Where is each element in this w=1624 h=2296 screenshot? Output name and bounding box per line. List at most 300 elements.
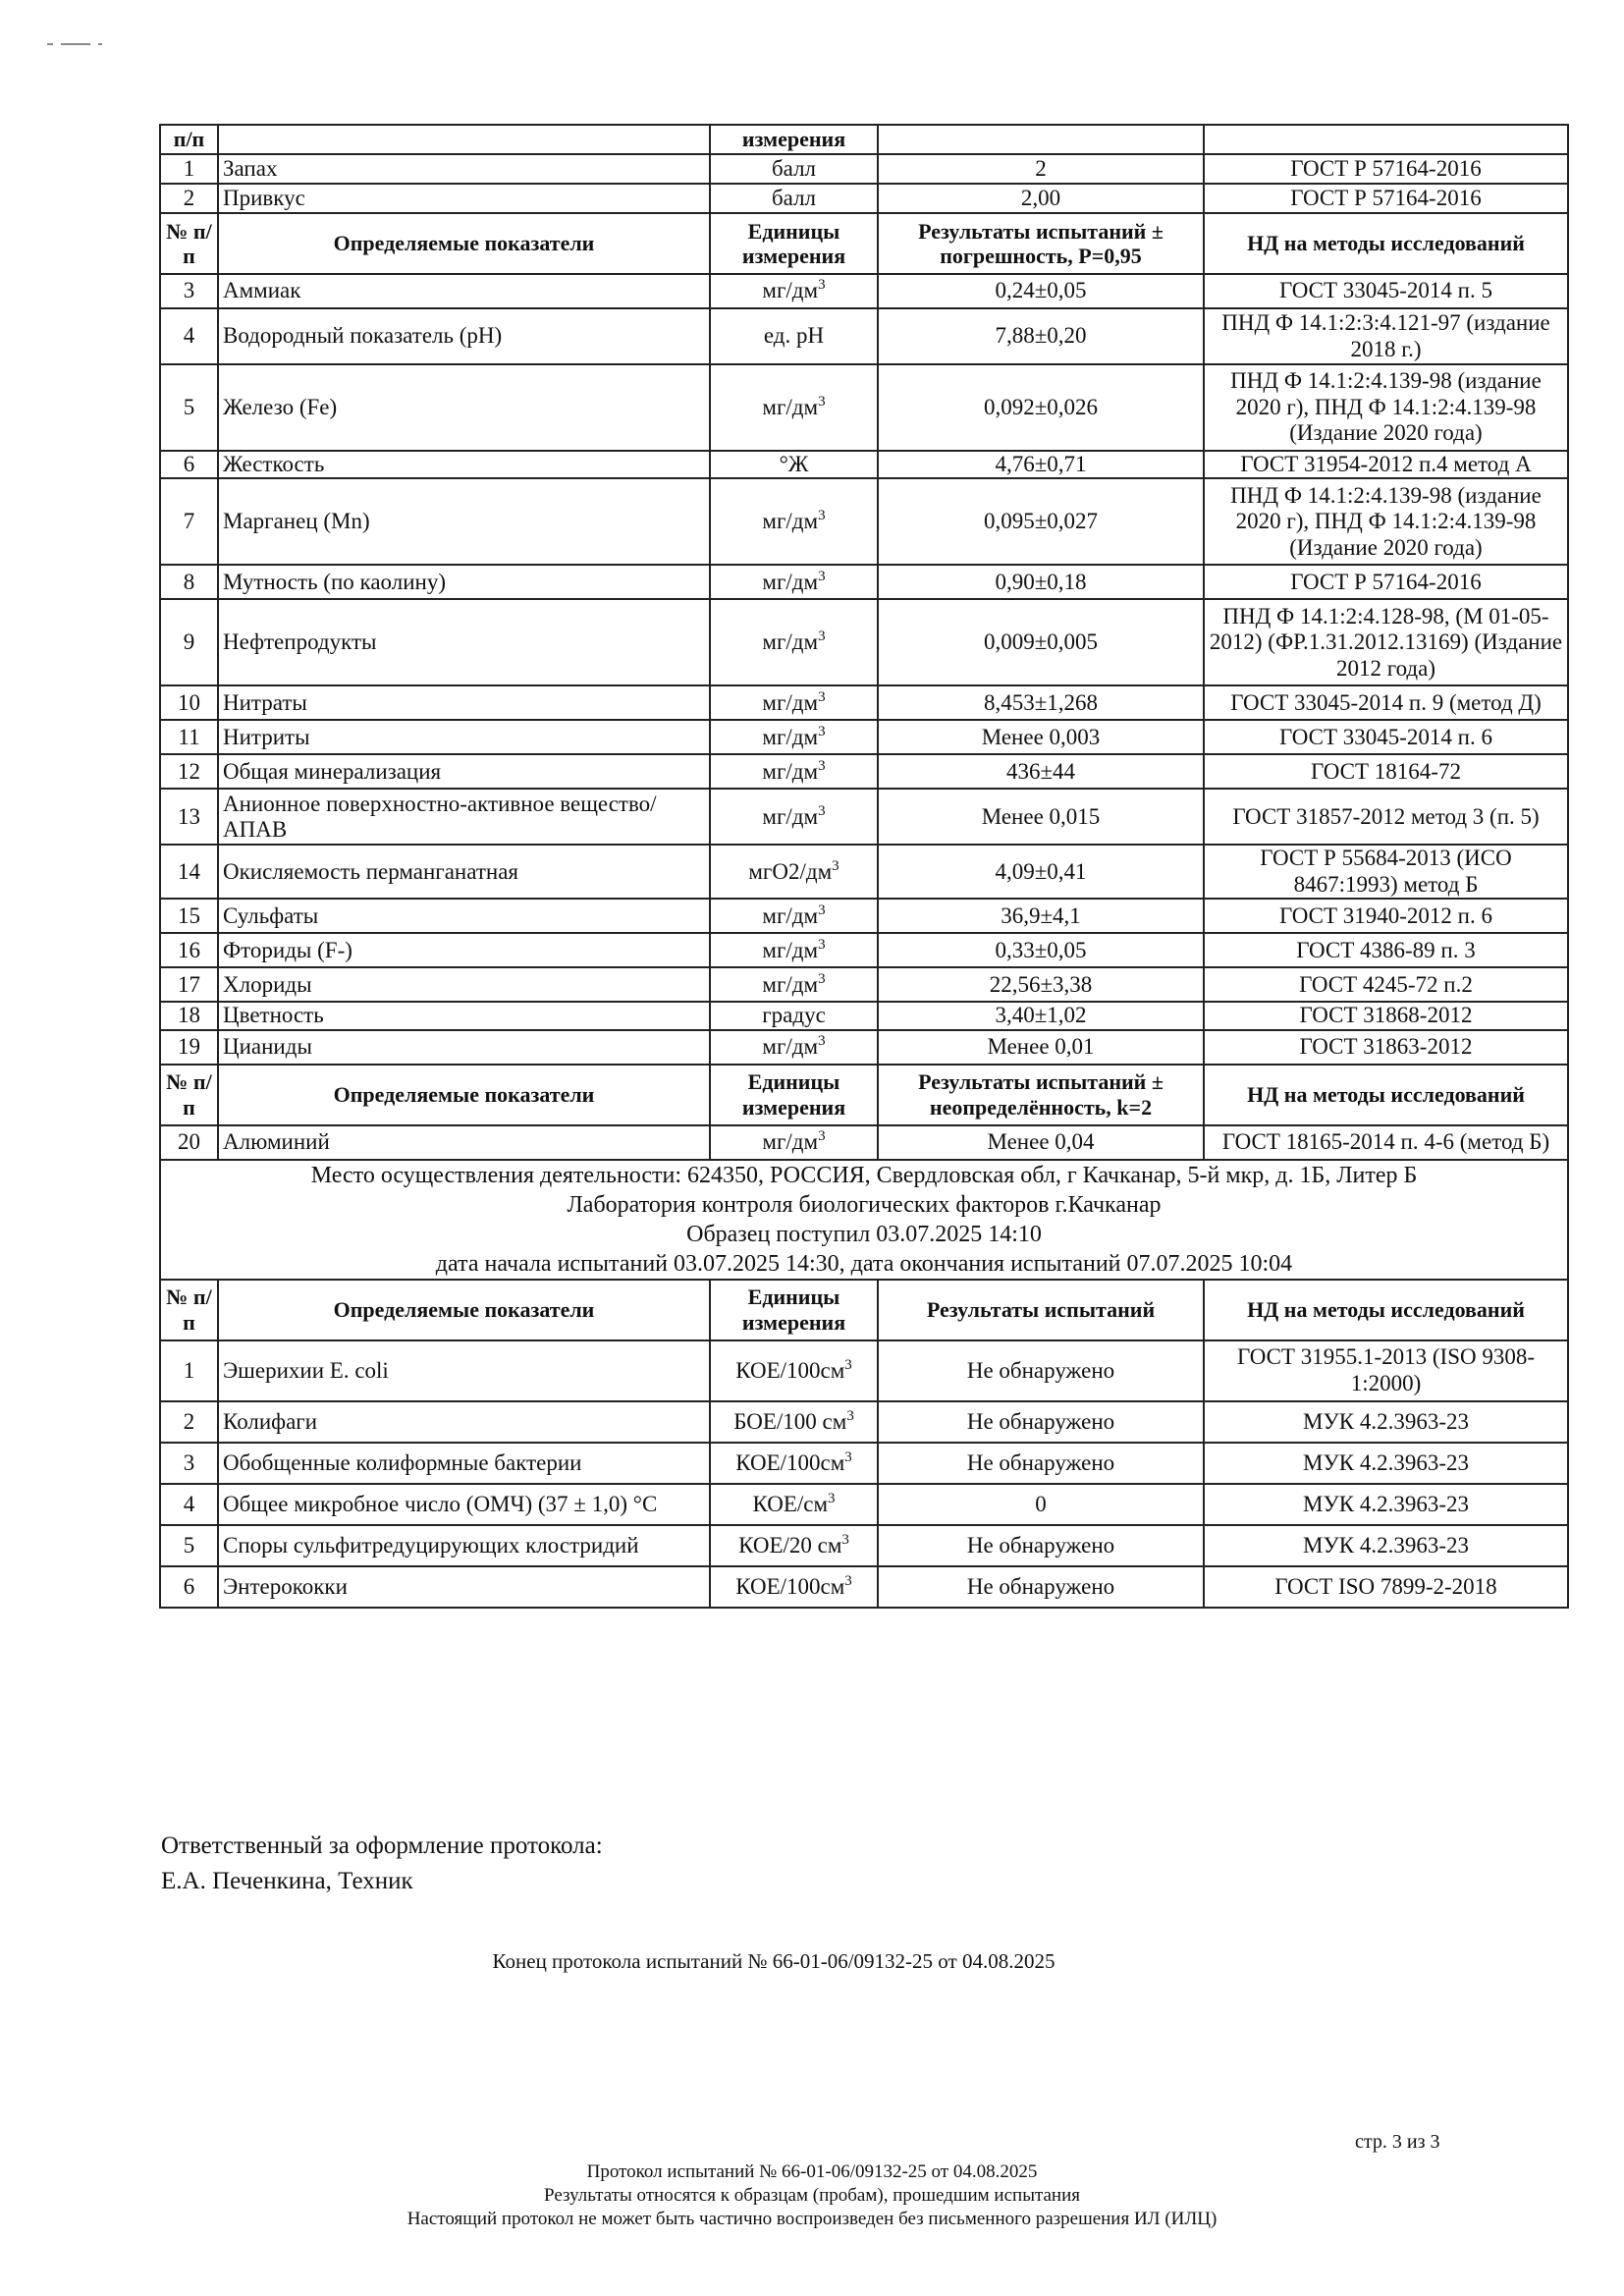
table-row [160,364,1568,451]
table-header-row [160,1280,1568,1340]
method [1204,599,1568,685]
method [1204,720,1568,754]
unit [710,1002,878,1029]
lab-info-line1: Место осуществления деятельности: 624350, РОССИЯ, Свердловская обл, г Качканар, 5-й мкр, д. 1Б, Литер Б [310,1162,1418,1188]
method [1204,1030,1568,1065]
header-method [1204,213,1568,274]
method [1204,1401,1568,1443]
header-name [218,213,710,274]
lab-info-line2: Лаборатория контроля биологических факторов г.Качканар [567,1191,1162,1218]
method [1204,1002,1568,1029]
method [1204,845,1568,899]
indicator-name [218,1401,710,1443]
unit [710,720,878,754]
table-row [160,1340,1568,1401]
row-number-text: 2 [183,1408,195,1434]
indicator-name [218,274,710,308]
method [1204,754,1568,789]
indicator-name-text: Сульфаты [223,902,319,928]
result-text: 0,24±0,05 [995,278,1087,303]
indicator-name [218,899,710,933]
row-number-text: 12 [178,758,200,784]
indicator-name [218,1566,710,1608]
unit-text: КОЕ/20 см [738,1532,842,1558]
header-unit [710,1280,878,1340]
unit-superscript: 3 [818,508,826,524]
table-row [160,1401,1568,1443]
indicator-name-text: Окисляемость перманганатная [223,858,518,884]
table-row [160,1125,1568,1160]
result-text: 0 [1035,1491,1047,1516]
result [878,899,1204,933]
indicator-name-text: Эшерихии E. coli [223,1357,389,1383]
footer [0,2160,1624,2231]
unit-superscript: 3 [818,936,826,953]
header-result [878,1065,1204,1125]
table-continuation-header [160,125,1568,154]
row-number-text: 3 [183,1449,195,1475]
method [1204,274,1568,308]
row-number-text: 1 [183,155,195,181]
result [878,845,1204,899]
result [878,685,1204,720]
row-number [160,1030,218,1065]
unit-text: КОЕ/100см [735,1449,845,1475]
result-text: 0,009±0,005 [983,629,1099,655]
indicator-name [218,565,710,599]
row-number [160,1443,218,1484]
method-text: ГОСТ 31868-2012 [1299,1003,1473,1028]
unit [710,899,878,933]
unit-text: мг/дм [762,278,819,303]
indicator-name [218,364,710,451]
unit-text: мг/дм [762,1129,819,1155]
method [1204,1443,1568,1484]
row-number-text: 3 [183,278,195,303]
result [878,1566,1204,1608]
header-result [878,213,1204,274]
lab-info [160,1160,1568,1280]
row-number [160,478,218,565]
result-text: 0,90±0,18 [995,569,1087,594]
row-number [160,1002,218,1029]
result [878,308,1204,364]
table-row [160,478,1568,565]
header-unit-text: Единицы измерения [741,1069,846,1120]
result [878,274,1204,308]
lab-info-line3: Образец поступил 03.07.2025 14:10 [686,1221,1042,1247]
table-row [160,274,1568,308]
indicator-name [218,789,710,845]
table-row [160,899,1568,933]
unit-text: мг/дм [762,937,819,962]
indicator-name [218,308,710,364]
method [1204,451,1568,478]
method-text: ПНД Ф 14.1:2:4.139-98 (издание 2020 г), ПНД Ф 14.1:2:4.139-98 (Издание 2020 года) [1230,482,1542,560]
result-text: 2 [1035,155,1047,181]
row-number-text: 6 [183,1573,195,1599]
header-num: п/п [160,125,218,154]
indicator-name-text: Фториды (F-) [223,937,352,962]
result [878,1484,1204,1525]
row-number [160,364,218,451]
method [1204,364,1568,451]
table-header-row [160,1065,1568,1125]
method-text: ГОСТ 4386-89 п. 3 [1296,937,1476,962]
indicator-name-text: Запах [223,155,278,181]
method-text: МУК 4.2.3963-23 [1303,1449,1469,1475]
result [878,967,1204,1002]
header-method [1204,1065,1568,1125]
method-text: ГОСТ Р 57164-2016 [1290,569,1482,594]
result [878,1030,1204,1065]
lab-info-line4: дата начала испытаний 03.07.2025 14:30, дата окончания испытаний 07.07.2025 10:04 [435,1250,1293,1277]
indicator-name [218,599,710,685]
footer-line-2: Результаты относятся к образцам (пробам), прошедшим испытания [544,2185,1080,2206]
indicator-name [218,1443,710,1484]
indicator-name [218,967,710,1002]
table-row [160,1484,1568,1525]
unit [710,1125,878,1160]
unit-text: КОЕ/см [752,1491,829,1516]
result-text: 36,9±4,1 [1001,902,1081,928]
indicator-name-text: Анионное поверхностно-активное вещество/ АПАВ [223,791,657,842]
header-result-text: Результаты испытаний [926,1297,1156,1323]
result-text: Не обнаружено [966,1357,1115,1383]
row-number-text: 1 [183,1357,195,1383]
indicator-name-text: Хлориды [223,971,312,997]
method-text: МУК 4.2.3963-23 [1303,1408,1469,1434]
row-number [160,899,218,933]
row-number [160,154,218,184]
unit [710,1525,878,1566]
result [878,720,1204,754]
unit-superscript: 3 [818,723,826,739]
indicator-name-text: Жесткость [223,452,325,476]
table-row [160,754,1568,789]
result [878,754,1204,789]
indicator-name-text: Марганец (Mn) [223,509,370,534]
unit [710,754,878,789]
table-row [160,967,1568,1002]
header-method [1204,1280,1568,1340]
indicator-name-text: Обобщенные колиформные бактерии [223,1449,582,1475]
header-result-text: Результаты испытаний ± неопределённость, k=2 [918,1069,1164,1120]
unit-superscript: 3 [818,688,826,705]
unit-text: мг/дм [762,569,819,594]
indicator-name-text: Привкус [223,185,305,210]
method-text: ГОСТ 33045-2014 п. 5 [1279,278,1492,303]
unit-text: мг/дм [762,1034,819,1060]
method-text: ГОСТ 31863-2012 [1299,1034,1473,1060]
unit-superscript: 3 [818,970,826,987]
indicator-name [218,933,710,967]
row-number [160,1125,218,1160]
indicator-name [218,478,710,565]
unit-text: мг/дм [762,689,819,715]
unit-text: КОЕ/100см [735,1573,845,1599]
row-number-text: 4 [183,1491,195,1516]
responsible-person: Е.А. Печенкина, Техник [161,1868,413,1894]
row-number-text: 6 [183,452,195,476]
result [878,451,1204,478]
unit-text: градус [762,1003,826,1028]
unit-text: КОЕ/100см [735,1357,845,1383]
table-row [160,308,1568,364]
row-number [160,845,218,899]
header-method-text: НД на методы исследований [1247,231,1525,256]
unit-superscript: 3 [844,1356,852,1373]
row-number [160,451,218,478]
result [878,1401,1204,1443]
row-number-text: 11 [178,724,200,749]
method-text: ГОСТ 33045-2014 п. 6 [1279,724,1492,749]
unit-text: ед. pH [763,323,825,349]
unit [710,967,878,1002]
result [878,1525,1204,1566]
row-number-text: 14 [178,858,200,884]
row-number [160,599,218,685]
method-text: ГОСТ 31857-2012 метод 3 (п. 5) [1232,803,1540,829]
header-unit [710,1065,878,1125]
result [878,478,1204,565]
table-row [160,720,1568,754]
row-number [160,1525,218,1566]
result-text: 436±44 [1005,758,1076,784]
footer-line-3: Настоящий протокол не может быть частично воспроизведен без письменного разрешения ИЛ (ИЛЦ) [406,2209,1218,2229]
result [878,599,1204,685]
row-number-text: 10 [178,689,200,715]
method [1204,967,1568,1002]
header-num [160,1280,218,1340]
method-text: ПНД Ф 14.1:2:4.139-98 (издание 2020 г), ПНД Ф 14.1:2:4.139-98 (Издание 2020 года) [1230,368,1542,446]
scan-artifact [47,39,155,49]
table-row [160,154,1568,184]
unit [710,845,878,899]
result [878,154,1204,184]
indicator-name-text: Цветность [223,1003,324,1028]
indicator-name-text: Колифаги [223,1408,318,1434]
row-number [160,1340,218,1401]
method-text: МУК 4.2.3963-23 [1303,1491,1469,1516]
footer-line-1: Протокол испытаний № 66-01-06/09132-25 от 04.08.2025 [586,2161,1038,2182]
unit-text: мг/дм [762,629,819,655]
unit-text: мг/дм [762,971,819,997]
page-number: стр. 3 из 3 [1355,2131,1440,2153]
result [878,1443,1204,1484]
table-row [160,789,1568,845]
row-number-text: 19 [178,1034,200,1060]
result-text: Не обнаружено [966,1449,1115,1475]
indicator-name-text: Железо (Fe) [223,394,338,419]
header-name-text: Определяемые показатели [333,1082,595,1108]
header-name [218,1280,710,1340]
row-number-text: 7 [183,509,195,534]
result-text: Не обнаружено [966,1573,1115,1599]
indicator-name [218,184,710,213]
row-number [160,967,218,1002]
unit-text: мг/дм [762,394,819,419]
method-text: ГОСТ 31955.1-2013 (ISO 9308-1:2000) [1236,1344,1536,1395]
unit-text: балл [771,155,817,181]
result-text: 4,76±0,71 [995,452,1087,476]
table-row [160,451,1568,478]
table-row [160,1443,1568,1484]
result-text: 22,56±3,38 [989,971,1093,997]
result-text: Менее 0,003 [981,724,1101,749]
result-text: 2,00 [1020,185,1061,210]
header-unit [710,213,878,274]
header-num [160,1065,218,1125]
header-name-text: Определяемые показатели [333,231,595,256]
method [1204,184,1568,213]
method [1204,1484,1568,1525]
unit [710,364,878,451]
method-text: ГОСТ Р 57164-2016 [1290,155,1482,181]
result-text: 0,095±0,027 [983,509,1099,534]
header-num-text: № п/п [166,218,212,268]
method [1204,1125,1568,1160]
unit [710,184,878,213]
unit-superscript: 3 [818,277,826,294]
unit [710,1030,878,1065]
method-text: ГОСТ 31954-2012 п.4 метод А [1240,452,1532,476]
result [878,933,1204,967]
table-row [160,845,1568,899]
indicator-name [218,720,710,754]
result-text: 0,33±0,05 [995,937,1087,962]
result-text: 7,88±0,20 [995,323,1087,349]
result-text: Менее 0,04 [987,1129,1095,1155]
indicator-name-text: Общая минерализация [223,758,442,784]
row-number [160,308,218,364]
row-number [160,1566,218,1608]
unit-text: °Ж [779,452,809,476]
unit-superscript: 3 [818,902,826,918]
indicator-name-text: Цианиды [223,1034,312,1060]
unit [710,1340,878,1401]
table-header-row [160,213,1568,274]
header-method-text: НД на методы исследований [1247,1082,1525,1108]
indicator-name-text: Нефтепродукты [223,629,377,655]
row-number [160,685,218,720]
unit [710,451,878,478]
method [1204,1525,1568,1566]
table-row [160,1002,1568,1029]
method-text: ГОСТ ISO 7899-2-2018 [1274,1573,1497,1599]
row-number [160,789,218,845]
unit-superscript: 3 [818,629,826,645]
indicator-name [218,754,710,789]
unit [710,789,878,845]
header-name [218,1065,710,1125]
method [1204,308,1568,364]
indicator-name [218,1340,710,1401]
unit [710,1401,878,1443]
row-number-text: 8 [183,569,195,594]
row-number [160,933,218,967]
method-text: ГОСТ 4245-72 п.2 [1299,971,1473,997]
results-table [159,124,1569,1609]
result [878,1002,1204,1029]
unit [710,933,878,967]
header-num [160,213,218,274]
method [1204,565,1568,599]
responsible-block [161,1829,603,1899]
row-number [160,720,218,754]
result [878,1125,1204,1160]
row-number-text: 18 [178,1003,200,1028]
table-row [160,1525,1568,1566]
indicator-name-text: Аммиак [223,278,301,303]
header-unit-text: Единицы измерения [741,1285,846,1335]
method-text: МУК 4.2.3963-23 [1303,1532,1469,1558]
unit [710,565,878,599]
unit-text: мг/дм [762,902,819,928]
header-num-text: № п/п [166,1069,212,1120]
method [1204,1566,1568,1608]
header-method-text: НД на методы исследований [1247,1297,1525,1323]
indicator-name-text: Нитриты [223,724,310,749]
header-result-text: Результаты испытаний ± погрешность, Р=0,95 [918,218,1164,268]
method-text: ГОСТ 33045-2014 п. 9 (метод Д) [1230,689,1542,715]
row-number-text: 15 [178,902,200,928]
header-name-text: Определяемые показатели [333,1297,595,1323]
indicator-name-text: Общее микробное число (ОМЧ) (37 ± 1,0) °С [223,1491,658,1516]
method-text: ГОСТ 18164-72 [1311,758,1461,784]
header-result [878,1280,1204,1340]
indicator-name [218,451,710,478]
unit-superscript: 3 [818,568,826,584]
table-row [160,184,1568,213]
unit-superscript: 3 [818,757,826,774]
unit [710,1566,878,1608]
row-number-text: 13 [178,803,200,829]
responsible-label: Ответственный за оформление протокола: [161,1832,603,1859]
end-of-protocol [0,1949,1624,1974]
indicator-name-text: Мутность (по каолину) [223,569,447,594]
header-unit-text: Единицы измерения [741,218,846,268]
result [878,789,1204,845]
method-text: ПНД Ф 14.1:2:4.128-98, (М 01-05-2012) (ФР.1.31.2012.13169) (Издание 2012 года) [1209,603,1563,681]
indicator-name-text: Споры сульфитредуцирующих клостридий [223,1532,639,1558]
unit-text: БОЕ/100 см [733,1408,847,1434]
row-number [160,274,218,308]
header-num-text: № п/п [166,1285,212,1335]
method [1204,478,1568,565]
result-text: 3,40±1,02 [995,1003,1087,1028]
unit-superscript: 3 [846,1407,854,1424]
indicator-name [218,845,710,899]
unit-text: балл [771,185,817,210]
unit [710,1484,878,1525]
unit-superscript: 3 [844,1449,852,1465]
method-text: ГОСТ Р 57164-2016 [1290,185,1482,210]
indicator-name-text: Алюминий [223,1129,330,1155]
row-number [160,184,218,213]
unit-superscript: 3 [818,802,826,819]
method [1204,933,1568,967]
row-number-text: 9 [183,629,195,655]
unit [710,478,878,565]
unit-superscript: 3 [832,857,839,874]
unit [710,274,878,308]
unit-superscript: 3 [818,393,826,410]
row-number-text: 2 [183,185,195,210]
method-text: ГОСТ Р 55684-2013 (ИСО 8467:1993) метод Б [1260,846,1512,897]
method [1204,789,1568,845]
indicator-name [218,1030,710,1065]
